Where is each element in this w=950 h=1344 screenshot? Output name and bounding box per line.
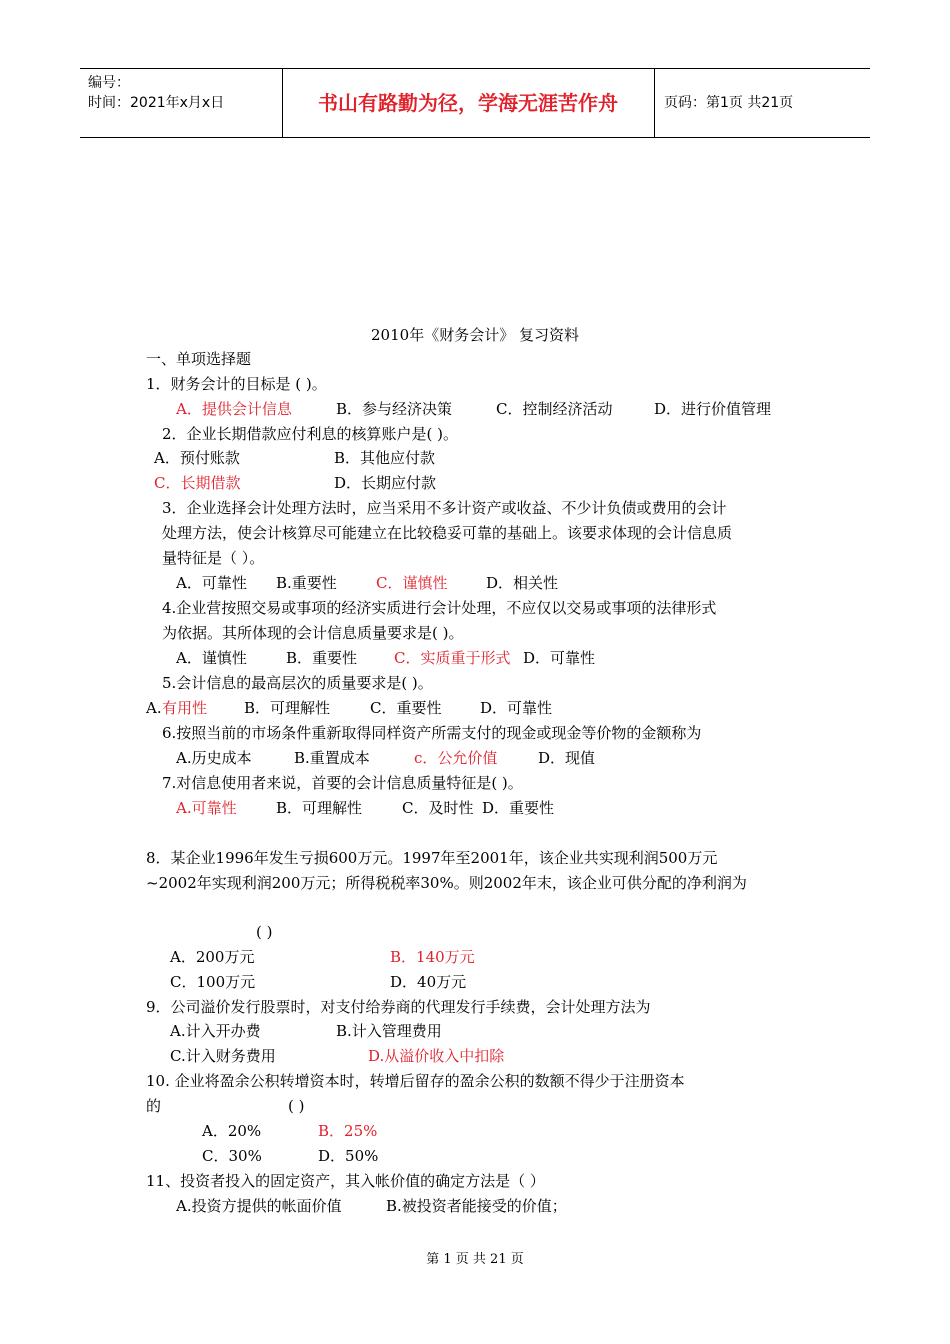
option-b: B.被投资者能接受的价值； [386,1197,567,1215]
option-d: D．长期应付款 [334,474,437,492]
option-c: C.计入财务费用 [170,1047,276,1065]
option-b: B．其他应付款 [334,449,436,467]
header-divider [654,69,655,137]
page-header [80,68,870,138]
question-stem: 9．公司溢价发行股票时，对支付给券商的代理发行手续费，会计处理方法为 [146,998,651,1016]
question-stem: 3．企业选择会计处理方法时，应当采用不多计资产或收益、不少计负债或费用的会计 [162,499,727,517]
option-c: C．控制经济活动 [496,400,613,418]
option-c: C．100万元 [170,973,256,991]
header-page-info: 页码：第1页 共21页 [664,95,794,111]
option-b: B．可理解性 [276,799,363,817]
option-a: A．可靠性 [176,574,247,592]
question-stem: 10. 企业将盈余公积转增资本时，转增后留存的盈余公积的数额不得少于注册资本 [146,1072,685,1090]
question-stem: 8．某企业1996年发生亏损600万元。1997年至2001年，该企业共实现利润500万元 [146,849,718,867]
question-stem: 7.对信息使用者来说，首要的会计信息质量特征是( )。 [162,774,523,792]
option-d: D．40万元 [390,973,467,991]
option-a: A．谨慎性 [176,649,247,667]
header-number-label: 编号： [88,75,130,91]
option-c-answer: c．公允价值 [414,749,498,767]
option-d: D．进行价值管理 [654,400,772,418]
option-b: B．参与经济决策 [336,400,453,418]
option-a: A．预付账款 [154,449,240,467]
option-a: A.投资方提供的帐面价值 [176,1197,342,1215]
option-c: C．及时性 [402,799,474,817]
option-d: D．相关性 [486,574,559,592]
question-stem: 2．企业长期借款应付利息的核算账户是( )。 [162,425,459,443]
option-c-answer: C．谨慎性 [376,574,448,592]
question-stem: ~2002年实现利润200万元；所得税税率30%。则2002年末，该企业可供分配的净利润为 [146,874,747,892]
question-stem: 1．财务会计的目标是 ( )。 [146,375,327,393]
option-b: B．重要性 [286,649,358,667]
option-c-answer: C．长期借款 [154,474,241,492]
option-a: A.历史成本 [176,749,252,767]
option-a-prefix: A. [146,699,162,717]
option-a-answer: A．提供会计信息 [176,400,292,418]
option-d: D．重要性 [482,799,555,817]
option-b: B．可理解性 [244,699,331,717]
option-a-answer: A.可靠性 [176,799,237,817]
option-c: C．重要性 [370,699,442,717]
answer-blank: ( ) [288,1097,305,1115]
question-stem: 11、投资者投入的固定资产，其入帐价值的确定方法是（ ） [146,1172,545,1190]
question-stem: 6.按照当前的市场条件重新取得同样资产所需支付的现金或现金等价物的金额称为 [162,724,702,742]
page-footer: 第 1 页 共 21 页 [426,1252,524,1267]
section-heading: 一、单项选择题 [146,350,252,368]
option-b: B.计入管理费用 [336,1022,442,1040]
option-a: A．20% [202,1122,262,1140]
option-b: B.重置成本 [294,749,370,767]
question-stem: 为依据。其所体现的会计信息质量要求是( )。 [162,624,464,642]
question-stem: 量特征是（ ）。 [162,549,265,567]
option-c: C．30% [202,1147,262,1165]
option-d-answer: D.从溢价收入中扣除 [368,1047,505,1065]
question-stem: 处理方法，使会计核算尽可能建立在比较稳妥可靠的基础上。该要求体现的会计信息质 [162,524,733,542]
header-motto: 书山有路勤为径，学海无涯苦作舟 [318,91,618,115]
question-stem: 5.会计信息的最高层次的质量要求是( )。 [162,674,433,692]
option-a: A．200万元 [170,948,255,966]
option-a-answer: 有用性 [162,699,208,717]
header-meta [88,73,224,113]
option-b: B.重要性 [276,574,337,592]
option-b-answer: B．25% [318,1122,378,1140]
option-d: D．可靠性 [480,699,553,717]
option-a: A.计入开办费 [170,1022,261,1040]
option-d: D．50% [318,1147,379,1165]
option-d: D．现值 [538,749,596,767]
document-title: 2010年《财务会计》 复习资料 [371,326,579,344]
header-time-label: 时间：2021年x月x日 [88,95,225,111]
answer-blank: ( ) [256,923,273,941]
question-stem: 的 [146,1097,162,1115]
option-b-answer: B．140万元 [390,948,475,966]
option-c-answer: C．实质重于形式 [394,649,511,667]
question-stem: 4.企业营按照交易或事项的经济实质进行会计处理，不应仅以交易或事项的法律形式 [162,599,717,617]
option-d: D．可靠性 [523,649,596,667]
